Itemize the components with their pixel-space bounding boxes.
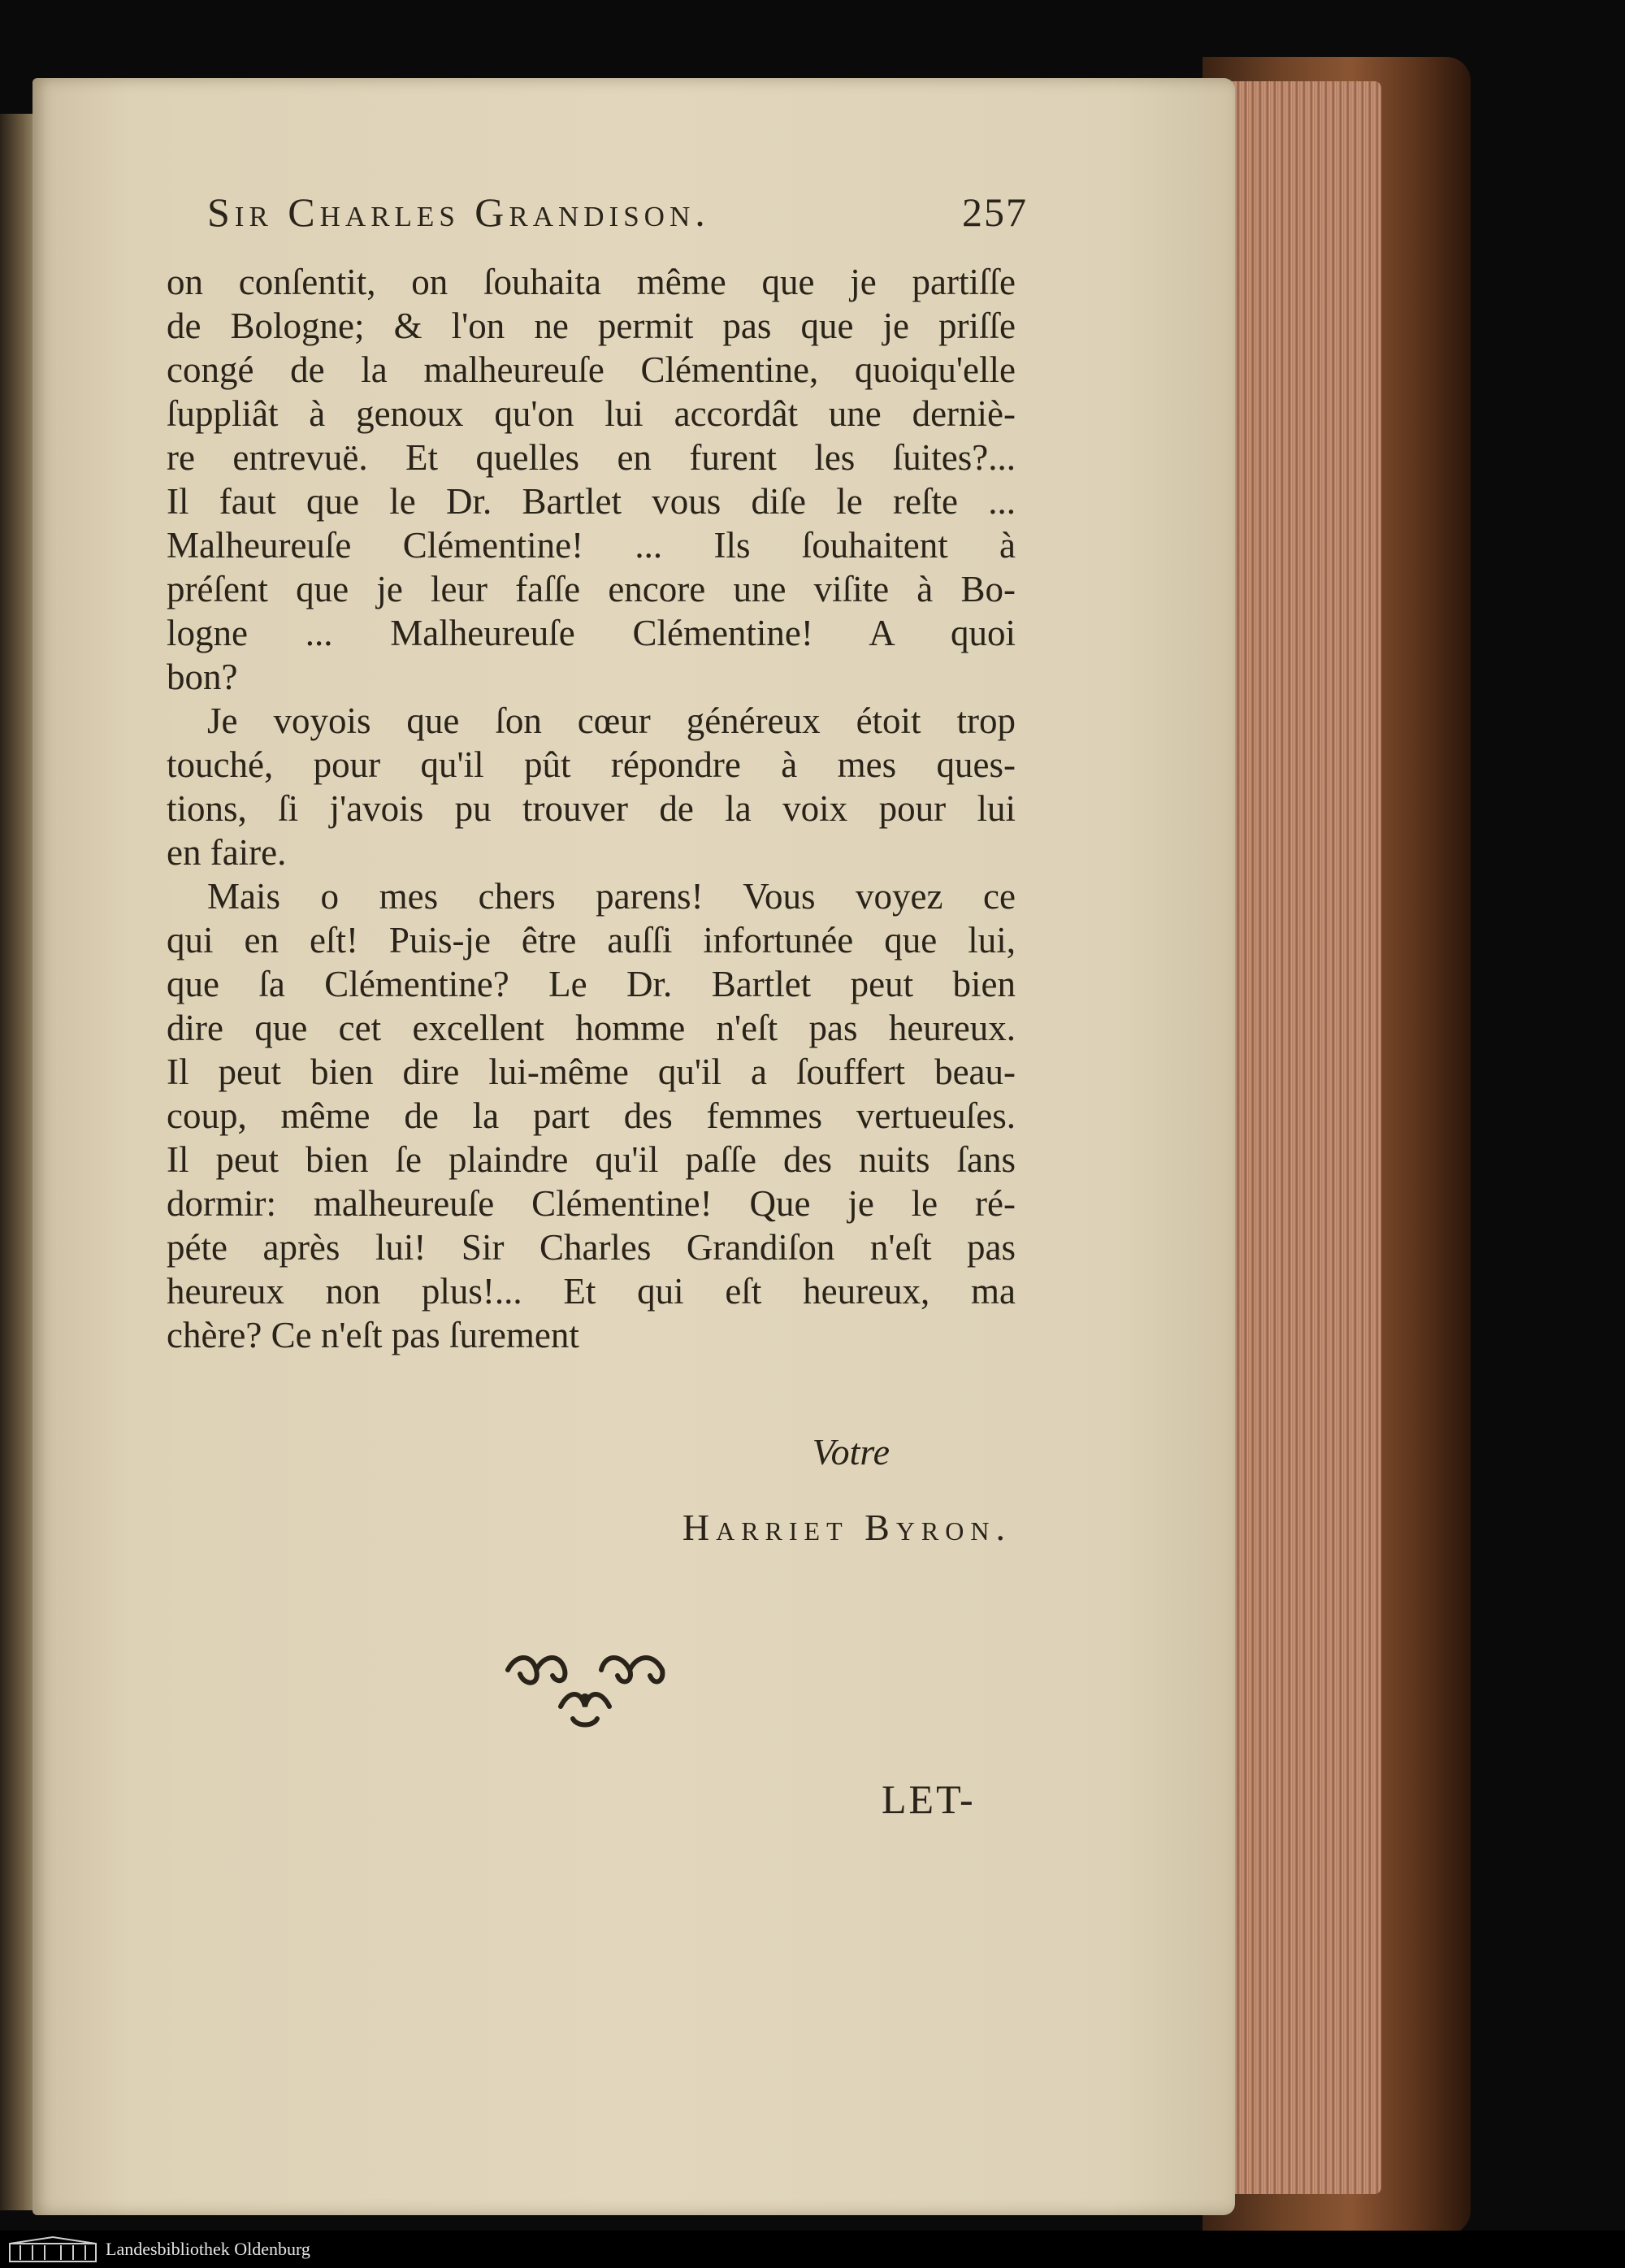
text-line: on conſentit, on ſouhaita même que je partiſſe [167, 262, 1016, 302]
footer-library-name: Landesbibliothek Oldenburg [106, 2239, 310, 2259]
text-line: Il peut bien dire lui-même qu'il a ſouffert beau- [167, 1052, 1016, 1092]
text-line: Il peut bien ſe plaindre qu'il paſſe des nuits ſans [167, 1139, 1016, 1180]
text-line: qui en eſt! Puis-je être auſſi infortunée que lui, [167, 920, 1016, 961]
text-line: logne ... Malheureuſe Clémentine! A quoi [167, 613, 1016, 653]
footer-bar [0, 2231, 1625, 2268]
text-line: de Bologne; & l'on ne permit pas que je priſſe [167, 306, 1016, 346]
text-line: que ſa Clémentine? Le Dr. Bartlet peut bien [167, 964, 1016, 1004]
text-line: Il faut que le Dr. Bartlet vous diſe le reſte ... [167, 481, 1016, 522]
page-number: 257 [962, 189, 1028, 235]
text-line: tions, ſi j'avois pu trouver de la voix pour lui [167, 788, 1016, 829]
text-line: re entrevuë. Et quelles en furent les ſuites?... [167, 437, 1016, 478]
page-block-edge [1219, 81, 1381, 2194]
text-line: péte après lui! Sir Charles Grandiſon n'eſt pas [167, 1227, 1016, 1268]
text-line: Mais o mes chers parens! Vous voyez ce [207, 876, 1016, 917]
text-line: ſuppliât à genoux qu'on lui accordât une derniè- [167, 393, 1016, 434]
previous-leaf-edge [0, 114, 37, 2210]
library-logo-icon [8, 2235, 98, 2263]
text-line: dormir: malheureuſe Clémentine! Que je le ré- [167, 1183, 1016, 1224]
closing-votre: Votre [812, 1431, 890, 1472]
text-line: congé de la malheureuſe Clémentine, quoiqu'elle [167, 349, 1016, 390]
letter-closing [162, 1430, 1012, 1549]
running-head-title: Sir Charles Grandison. [207, 189, 710, 235]
signature: Harriet Byron. [682, 1507, 1012, 1548]
catchword: LET- [882, 1776, 976, 1822]
text-line: touché, pour qu'il pût répondre à mes ques- [167, 744, 1016, 785]
text-line: coup, même de la part des femmes vertueuſes. [167, 1095, 1016, 1136]
text-line: bon? [167, 657, 238, 697]
text-line: Malheureuſe Clémentine! ... Ils ſouhaitent à [167, 525, 1016, 566]
text-line: heureux non plus!... Et qui eſt heureux, ma [167, 1271, 1016, 1312]
ornament-icon [496, 1650, 674, 1731]
body-text [167, 260, 1016, 1357]
text-line: préſent que je leur faſſe encore une viſite à Bo- [167, 569, 1016, 609]
text-line: Je voyois que ſon cœur généreux étoit trop [207, 700, 1016, 741]
text-line: en faire. [167, 832, 287, 873]
text-line: chère? Ce n'eſt pas ſurement [167, 1315, 579, 1355]
text-line: dire que cet excellent homme n'eſt pas heureux. [167, 1008, 1016, 1048]
running-head [207, 189, 1028, 254]
